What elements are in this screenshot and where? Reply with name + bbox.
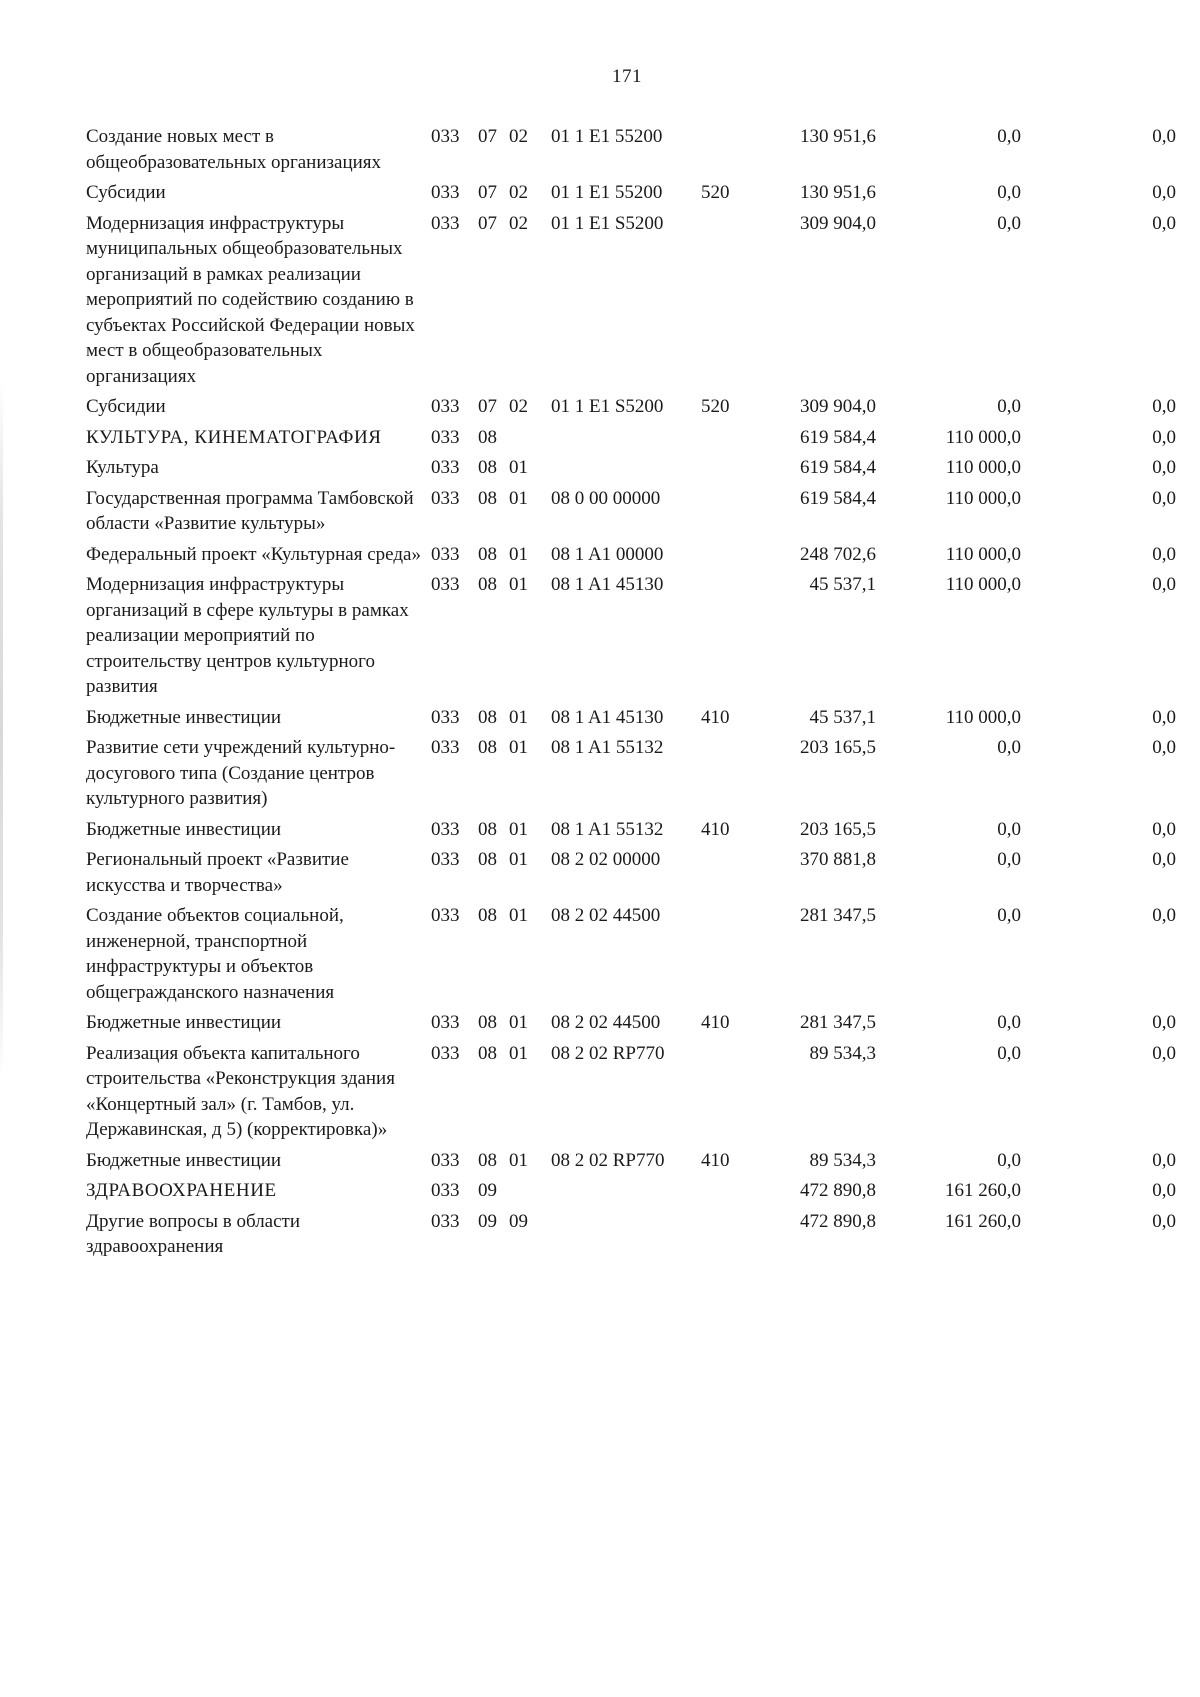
row-amount-2: 0,0 — [997, 737, 1021, 758]
row-target-article: 08 2 02 RP770 — [551, 1149, 665, 1171]
table-row — [86, 1148, 1176, 1179]
row-code-group — [431, 455, 551, 481]
row-amount-3: 0,0 — [1152, 487, 1176, 509]
row-expense-type — [701, 1178, 756, 1209]
row-amount-1: 248 702,6 — [800, 543, 876, 565]
row-amount-2: 110 000,0 — [945, 543, 1021, 565]
row-ministry-code: 033 — [431, 212, 460, 234]
row-target-article: 01 1 E1 55200 — [551, 126, 663, 147]
table-row — [86, 705, 1176, 736]
row-expense-type — [701, 1209, 756, 1265]
row-section-code: 08 — [478, 849, 497, 870]
row-code-group — [431, 817, 551, 843]
row-amount-3: 0,0 — [1152, 1042, 1176, 1064]
row-amount-2: 0,0 — [997, 1042, 1021, 1064]
row-ministry-code: 033 — [431, 457, 460, 478]
row-code-group — [431, 425, 551, 451]
row-name: ЗДРАВООХРАНЕНИЕ — [86, 1180, 277, 1201]
row-name: Бюджетные инвестиции — [86, 1149, 282, 1171]
row-expense-type — [701, 542, 756, 573]
row-subsection-code: 01 — [509, 543, 528, 565]
row-section-code: 08 — [478, 706, 497, 728]
row-code-group — [431, 735, 551, 761]
table-row — [86, 124, 1176, 180]
row-code — [431, 847, 551, 903]
row-amount-2: 0,0 — [997, 212, 1021, 234]
row-amount-2: 110 000,0 — [945, 706, 1021, 728]
row-code-group — [431, 903, 551, 929]
row-subsection-code: 01 — [509, 706, 528, 728]
row-ministry-code: 033 — [431, 426, 460, 448]
page-number: 171 — [612, 66, 642, 87]
row-code-group — [431, 1148, 551, 1174]
row-target-article: 08 2 02 00000 — [551, 849, 661, 870]
row-amount-1: 472 890,8 — [800, 1180, 876, 1201]
row-expense-type — [701, 903, 756, 1010]
row-subsection-code: 09 — [509, 1210, 528, 1232]
row-ministry-code: 033 — [431, 1210, 460, 1232]
row-target-article: 08 0 00 00000 — [551, 487, 661, 509]
table-row — [86, 455, 1176, 486]
row-section-code: 08 — [478, 574, 497, 595]
row-section-code: 08 — [478, 457, 497, 478]
row-name: КУЛЬТУРА, КИНЕМАТОГРАФИЯ — [86, 426, 382, 448]
row-subsection-code: 02 — [509, 182, 528, 203]
row-code — [431, 903, 551, 1010]
row-amount-1: 619 584,4 — [800, 487, 876, 509]
table-row — [86, 180, 1176, 211]
table-row — [86, 847, 1176, 903]
row-name: Создание новых мест в общеобразовательных организациях — [86, 126, 382, 173]
row-amount-2: 0,0 — [997, 182, 1021, 203]
row-amount-3: 0,0 — [1152, 706, 1176, 728]
row-amount-2: 161 260,0 — [945, 1210, 1021, 1232]
row-target-article: 01 1 E1 55200 — [551, 182, 663, 203]
row-section-code: 08 — [478, 905, 497, 926]
row-name: Развитие сети учреждений культурно-досугового типа (Создание центров культурного развития) — [86, 737, 396, 809]
table-row — [86, 425, 1176, 456]
row-ministry-code: 033 — [431, 905, 460, 926]
row-expense-type — [701, 847, 756, 903]
row-code — [431, 211, 551, 395]
row-subsection-code: 01 — [509, 737, 528, 758]
row-code — [431, 1148, 551, 1179]
row-subsection-code: 01 — [509, 457, 528, 478]
row-section-code: 08 — [478, 1042, 497, 1064]
row-code-group — [431, 572, 551, 598]
row-amount-2: 0,0 — [997, 818, 1021, 840]
row-name: Другие вопросы в области здравоохранения — [86, 1210, 301, 1257]
row-name: Федеральный проект «Культурная среда» — [86, 543, 421, 565]
row-section-code: 08 — [478, 1012, 497, 1033]
row-target-article: 08 1 A1 00000 — [551, 543, 664, 565]
row-target-article — [551, 425, 701, 456]
row-target-article: 08 1 A1 45130 — [551, 706, 664, 728]
row-amount-2: 161 260,0 — [945, 1180, 1021, 1201]
row-subsection-code: 01 — [509, 1149, 528, 1171]
row-code — [431, 180, 551, 211]
table-row — [86, 394, 1176, 425]
row-section-code: 08 — [478, 543, 497, 565]
row-ministry-code: 033 — [431, 126, 460, 147]
row-code-group — [431, 180, 551, 206]
row-amount-2: 0,0 — [997, 1149, 1021, 1171]
row-expense-type — [701, 211, 756, 395]
row-amount-1: 130 951,6 — [800, 182, 876, 203]
table-row — [86, 1041, 1176, 1148]
row-target-article: 08 1 A1 45130 — [551, 574, 664, 595]
row-subsection-code: 01 — [509, 818, 528, 840]
table-row — [86, 1209, 1176, 1265]
row-amount-1: 45 537,1 — [809, 706, 876, 728]
row-amount-2: 110 000,0 — [945, 574, 1021, 595]
row-code — [431, 572, 551, 705]
row-target-article: 08 2 02 44500 — [551, 1012, 661, 1033]
row-ministry-code: 033 — [431, 182, 460, 203]
row-amount-3: 0,0 — [1152, 457, 1176, 478]
row-expense-type — [701, 735, 756, 817]
row-ministry-code: 033 — [431, 396, 460, 417]
row-name: Бюджетные инвестиции — [86, 706, 282, 728]
row-name: Создание объектов социальной, инженерной, транспортной инфраструктуры и объектов общегражданского назначения — [86, 905, 344, 1003]
row-section-code: 08 — [478, 737, 497, 758]
row-code-group — [431, 124, 551, 150]
row-subsection-code: 01 — [509, 1042, 528, 1064]
row-name: Бюджетные инвестиции — [86, 1012, 282, 1033]
table-row — [86, 572, 1176, 705]
row-amount-3: 0,0 — [1152, 574, 1176, 595]
row-code-group — [431, 1010, 551, 1036]
row-target-article: 08 1 A1 55132 — [551, 818, 664, 840]
row-name: Модернизация инфраструктуры организаций в сфере культуры в рамках реализации мероприятий по строительству центров культурного развития — [86, 574, 409, 697]
row-name: Региональный проект «Развитие искусства и творчества» — [86, 849, 349, 896]
row-amount-2: 0,0 — [997, 1012, 1021, 1033]
row-code — [431, 817, 551, 848]
row-code — [431, 394, 551, 425]
row-code — [431, 1209, 551, 1265]
row-ministry-code: 033 — [431, 818, 460, 840]
row-code-group — [431, 705, 551, 731]
row-amount-2: 110 000,0 — [945, 457, 1021, 478]
row-amount-1: 281 347,5 — [800, 1012, 876, 1033]
row-name: Бюджетные инвестиции — [86, 818, 282, 840]
row-target-article: 08 2 02 44500 — [551, 905, 661, 926]
row-name: Субсидии — [86, 396, 166, 417]
row-ministry-code: 033 — [431, 1012, 460, 1033]
row-section-code: 09 — [478, 1180, 497, 1201]
row-section-code: 07 — [478, 396, 497, 417]
row-expense-type — [701, 425, 756, 456]
row-section-code: 07 — [478, 212, 497, 234]
row-amount-2: 110 000,0 — [945, 426, 1021, 448]
row-expense-type — [701, 572, 756, 705]
row-subsection-code: 01 — [509, 487, 528, 509]
row-code-group — [431, 1209, 551, 1235]
row-target-article: 08 1 A1 55132 — [551, 737, 664, 758]
row-section-code: 08 — [478, 1149, 497, 1171]
row-amount-1: 89 534,3 — [809, 1149, 876, 1171]
row-subsection-code: 02 — [509, 126, 528, 147]
table-row — [86, 1010, 1176, 1041]
row-subsection-code: 02 — [509, 396, 528, 417]
row-target-article — [551, 1178, 701, 1209]
row-section-code: 08 — [478, 487, 497, 509]
row-amount-3: 0,0 — [1152, 182, 1176, 203]
row-code-group — [431, 542, 551, 568]
row-amount-2: 110 000,0 — [945, 487, 1021, 509]
row-ministry-code: 033 — [431, 737, 460, 758]
table-row — [86, 903, 1176, 1010]
row-expense-type — [701, 486, 756, 542]
table-row — [86, 1178, 1176, 1209]
row-code — [431, 455, 551, 486]
table-row — [86, 486, 1176, 542]
row-code-group — [431, 486, 551, 512]
table-row — [86, 735, 1176, 817]
row-amount-1: 281 347,5 — [800, 905, 876, 926]
row-amount-3: 0,0 — [1152, 1210, 1176, 1232]
row-code — [431, 735, 551, 817]
row-amount-1: 130 951,6 — [800, 126, 876, 147]
row-subsection-code: 01 — [509, 905, 528, 926]
row-code — [431, 1178, 551, 1209]
row-code — [431, 425, 551, 456]
row-expense-type: 410 — [701, 706, 730, 728]
row-code-group — [431, 1178, 551, 1204]
row-ministry-code: 033 — [431, 574, 460, 595]
row-expense-type: 520 — [701, 182, 730, 203]
row-amount-3: 0,0 — [1152, 396, 1176, 417]
row-section-code: 07 — [478, 126, 497, 147]
row-amount-3: 0,0 — [1152, 426, 1176, 448]
row-code-group — [431, 394, 551, 420]
row-subsection-code: 01 — [509, 574, 528, 595]
row-amount-1: 309 904,0 — [800, 396, 876, 417]
row-code — [431, 542, 551, 573]
row-ministry-code: 033 — [431, 487, 460, 509]
row-code-group — [431, 847, 551, 873]
row-amount-1: 203 165,5 — [800, 737, 876, 758]
row-target-article — [551, 455, 701, 486]
budget-table — [86, 124, 1176, 1265]
row-name: Модернизация инфраструктуры муниципальных общеобразовательных организаций в рамках реализации мероприятий по содействию созданию в субъектах Российской Федерации новых мест в общеобразовательных организациях — [86, 212, 415, 387]
row-section-code: 08 — [478, 426, 497, 448]
row-expense-type: 410 — [701, 1012, 730, 1033]
row-code — [431, 1010, 551, 1041]
row-amount-3: 0,0 — [1152, 1180, 1176, 1201]
row-amount-3: 0,0 — [1152, 737, 1176, 758]
row-code — [431, 1041, 551, 1148]
row-section-code: 09 — [478, 1210, 497, 1232]
row-expense-type — [701, 124, 756, 180]
row-expense-type: 410 — [701, 1149, 730, 1171]
row-ministry-code: 033 — [431, 1149, 460, 1171]
row-expense-type — [701, 455, 756, 486]
row-name: Реализация объекта капитального строительства «Реконструкция здания «Концертный зал» (г. Тамбов, ул. Державинская, д 5) (корректировка)» — [86, 1042, 395, 1140]
row-expense-type: 520 — [701, 396, 730, 417]
table-row — [86, 211, 1176, 395]
row-amount-3: 0,0 — [1152, 818, 1176, 840]
scan-edge-shadow — [0, 380, 3, 1080]
row-amount-2: 0,0 — [997, 396, 1021, 417]
row-subsection-code: 01 — [509, 1012, 528, 1033]
table-row — [86, 817, 1176, 848]
row-code-group — [431, 1041, 551, 1067]
row-amount-2: 0,0 — [997, 905, 1021, 926]
row-amount-1: 619 584,4 — [800, 426, 876, 448]
row-target-article — [551, 1209, 701, 1265]
row-amount-1: 45 537,1 — [809, 574, 876, 595]
row-code — [431, 705, 551, 736]
row-name: Культура — [86, 457, 159, 478]
row-ministry-code: 033 — [431, 1180, 460, 1201]
row-code — [431, 124, 551, 180]
row-expense-type — [701, 1041, 756, 1148]
table-row — [86, 542, 1176, 573]
row-amount-3: 0,0 — [1152, 1149, 1176, 1171]
row-amount-3: 0,0 — [1152, 849, 1176, 870]
row-amount-1: 370 881,8 — [800, 849, 876, 870]
row-subsection-code: 01 — [509, 849, 528, 870]
row-amount-1: 89 534,3 — [809, 1042, 876, 1064]
row-amount-1: 619 584,4 — [800, 457, 876, 478]
row-ministry-code: 033 — [431, 543, 460, 565]
row-amount-1: 203 165,5 — [800, 818, 876, 840]
row-amount-3: 0,0 — [1152, 126, 1176, 147]
row-amount-2: 0,0 — [997, 126, 1021, 147]
row-amount-3: 0,0 — [1152, 905, 1176, 926]
row-name: Субсидии — [86, 182, 166, 203]
row-name: Государственная программа Тамбовской области «Развитие культуры» — [86, 487, 414, 534]
row-target-article: 08 2 02 RP770 — [551, 1042, 665, 1064]
row-target-article: 01 1 E1 S5200 — [551, 396, 664, 417]
row-code-group — [431, 211, 551, 237]
row-subsection-code: 02 — [509, 212, 528, 234]
row-ministry-code: 033 — [431, 1042, 460, 1064]
row-section-code: 07 — [478, 182, 497, 203]
row-ministry-code: 033 — [431, 849, 460, 870]
row-amount-3: 0,0 — [1152, 543, 1176, 565]
row-amount-1: 309 904,0 — [800, 212, 876, 234]
budget-table-body — [86, 124, 1176, 1265]
row-target-article: 01 1 E1 S5200 — [551, 212, 664, 234]
row-ministry-code: 033 — [431, 706, 460, 728]
row-amount-3: 0,0 — [1152, 1012, 1176, 1033]
row-amount-1: 472 890,8 — [800, 1210, 876, 1232]
row-expense-type: 410 — [701, 818, 730, 840]
row-section-code: 08 — [478, 818, 497, 840]
row-amount-3: 0,0 — [1152, 212, 1176, 234]
row-code — [431, 486, 551, 542]
row-amount-2: 0,0 — [997, 849, 1021, 870]
